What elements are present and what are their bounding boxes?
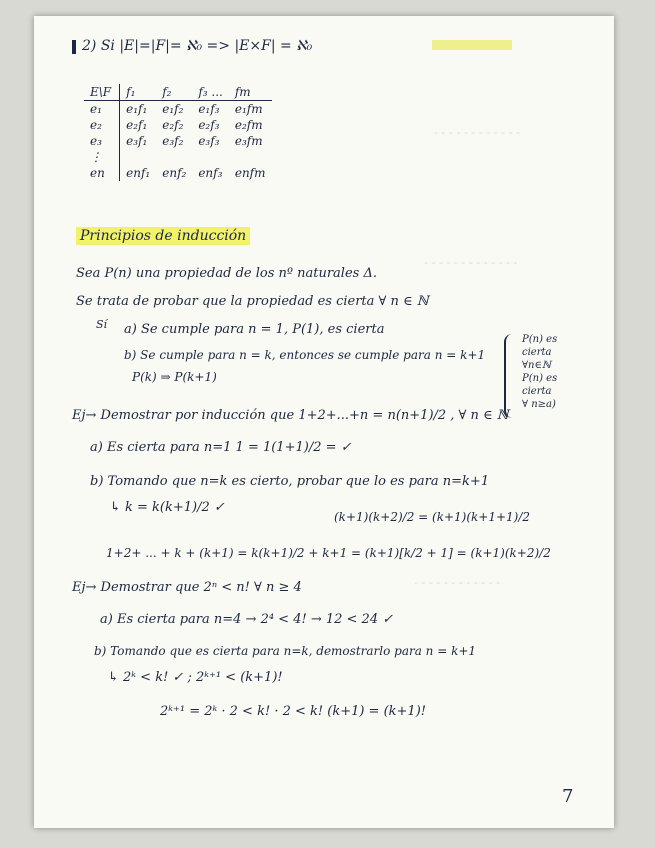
heading-text: Principios de inducción <box>76 227 250 245</box>
table-cell: e₃f₃ <box>198 134 220 148</box>
table-row <box>84 133 272 149</box>
definition-line: Se trata de probar que la propiedad es cierta ∀ n ∈ ℕ <box>76 294 429 309</box>
table-cell: enfm <box>234 166 266 180</box>
example-1-step: (k+1)(k+2)/2 = (k+1)(k+1+1)/2 <box>334 510 531 524</box>
row-head: ⋮ <box>84 149 120 165</box>
example-2-step: 2ᵏ⁺¹ = 2ᵏ · 2 < k! · 2 < k! (k+1) = (k+1)! <box>160 704 426 719</box>
definition-line: Sea P(n) una propiedad de los nº naturales Δ. <box>76 266 377 281</box>
highlight-mark <box>432 40 512 50</box>
side-note: cierta <box>522 347 552 358</box>
table-cell <box>156 149 192 165</box>
table-cell: enf₃ <box>198 166 223 180</box>
table-cell: e₂f₂ <box>162 118 184 132</box>
table-cell <box>229 149 272 165</box>
row-head: e₂ <box>84 117 120 133</box>
section-heading <box>76 228 250 244</box>
condition-b: b) Se cumple para n = k, entonces se cumple para n = k+1 <box>124 348 486 362</box>
table-cell: e₂fm <box>234 118 263 132</box>
margin-note: Sí <box>96 318 108 331</box>
table-cell: e₁f₃ <box>198 102 220 116</box>
table-header: f₃ ... <box>192 84 229 101</box>
bleed-through-text: - - - - - - - - - - - - <box>434 126 521 139</box>
side-note: cierta <box>522 386 552 397</box>
table-row <box>84 149 272 165</box>
bleed-through-text: - - - - - - - - - - - - - <box>424 256 518 269</box>
table-cell: enf₁ <box>126 166 151 180</box>
side-note: P(n) es <box>522 373 558 384</box>
statement-2: 2) Si |E|=|F|= ℵ₀ => |E×F| = ℵ₀ <box>82 38 313 54</box>
table-cell <box>192 149 229 165</box>
side-note: P(n) es <box>522 334 558 345</box>
table-header: fm <box>229 84 272 101</box>
side-note: ∀n∈ℕ <box>522 360 552 371</box>
table-cell: e₂f₃ <box>198 118 220 132</box>
table-cell: e₃f₂ <box>162 134 184 148</box>
example-1: Ej→ Demostrar por inducción que 1+2+...+n = n(n+1)/2 , ∀ n ∈ ℕ <box>72 408 509 423</box>
example-2: Ej→ Demostrar que 2ⁿ < n! ∀ n ≥ 4 <box>72 580 302 595</box>
implication-line: P(k) ⇒ P(k+1) <box>132 370 217 384</box>
table-corner: E\F <box>84 84 120 101</box>
example-1-a: a) Es cierta para n=1 1 = 1(1+1)/2 = ✓ <box>90 440 352 455</box>
row-head: en <box>84 165 120 181</box>
bleed-through-text: - - - - - - - - - - - - <box>414 576 501 589</box>
example-2-a: a) Es cierta para n=4 → 2⁴ < 4! → 12 < 24 ✓ <box>100 612 394 627</box>
page-number: 7 <box>562 786 574 807</box>
example-2-step: ↳ 2ᵏ < k! ✓ ; 2ᵏ⁺¹ < (k+1)! <box>108 670 283 685</box>
table-cell <box>120 149 157 165</box>
example-1-b: b) Tomando que n=k es cierto, probar que lo es para n=k+1 <box>90 474 490 489</box>
example-2-b: b) Tomando que es cierta para n=k, demostrarlo para n = k+1 <box>94 644 477 658</box>
condition-a: a) Se cumple para n = 1, P(1), es cierta <box>124 322 385 337</box>
table-cell: e₂f₁ <box>126 118 148 132</box>
table-cell: e₃f₁ <box>126 134 148 148</box>
product-table <box>84 84 272 181</box>
margin-mark <box>72 40 76 54</box>
row-head: e₃ <box>84 133 120 149</box>
table-cell: e₃fm <box>234 134 263 148</box>
table-header: f₂ <box>156 84 192 101</box>
table-cell: e₁f₂ <box>162 102 184 116</box>
side-note: ∀ n≥a) <box>522 399 556 410</box>
table-cell: e₁f₁ <box>126 102 148 116</box>
brace <box>504 334 520 418</box>
table-row <box>84 101 272 118</box>
row-head: e₁ <box>84 101 120 118</box>
table-header: f₁ <box>120 84 157 101</box>
table-cell: e₁fm <box>234 102 263 116</box>
table-row <box>84 117 272 133</box>
table-cell: enf₂ <box>162 166 187 180</box>
example-1-step: ↳ k = k(k+1)/2 ✓ <box>110 500 225 515</box>
example-1-step: 1+2+ ... + k + (k+1) = k(k+1)/2 + k+1 = (k+1)[k/2 + 1] = (k+1)(k+2)/2 <box>106 546 551 560</box>
table-row <box>84 165 272 181</box>
notebook-page <box>34 16 614 828</box>
